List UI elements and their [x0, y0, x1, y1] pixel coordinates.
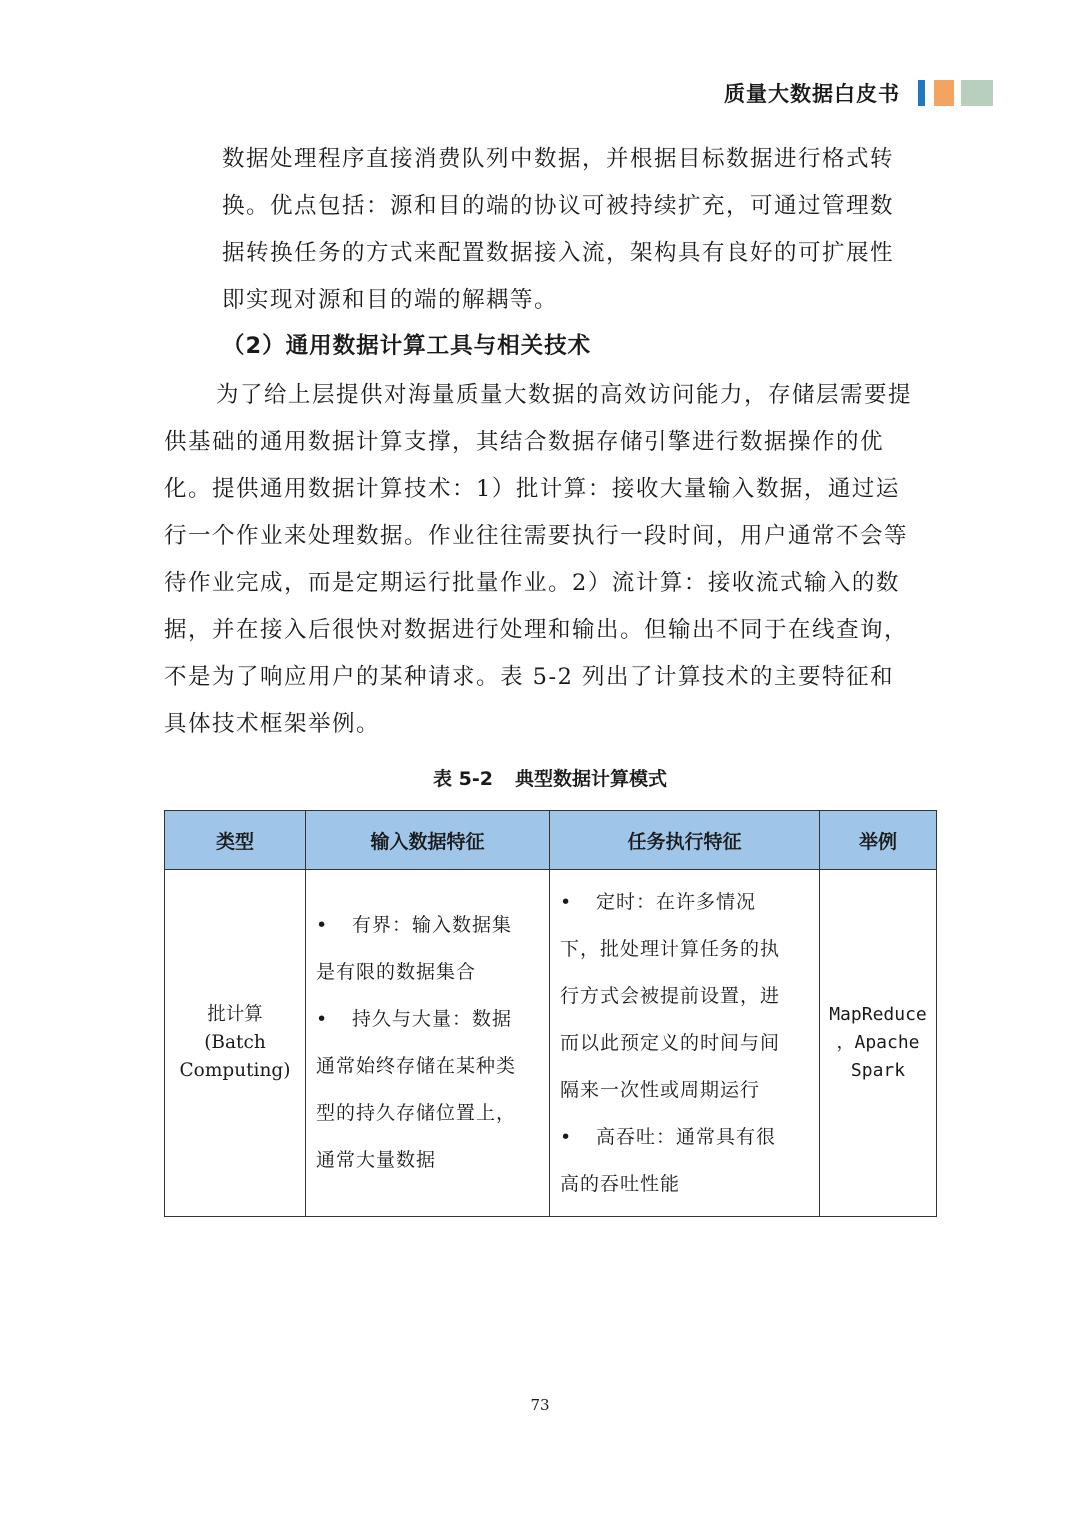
- list-item-text: 有界：输入数据集: [352, 914, 513, 936]
- table-caption-title: 典型数据计算模式: [514, 768, 667, 790]
- table-caption: [164, 764, 936, 791]
- header-mark-orange: [934, 80, 954, 106]
- header-input-features: 输入数据特征: [306, 811, 550, 870]
- list-item-continuation: 隔来一次性或周期运行: [560, 1078, 761, 1101]
- page-number: 73: [530, 1396, 550, 1414]
- example-line: ，Apache: [836, 1032, 920, 1053]
- bullet-icon: •: [560, 890, 573, 913]
- cell-task-features: [550, 870, 820, 1217]
- computing-modes-table: [164, 810, 937, 1217]
- type-line: Computing): [179, 1060, 291, 1081]
- body-paragraph-2: 为了给上层提供对海量质量大数据的高效访问能力，存储层需要提供基础的通用数据计算支撑，其结合数据存储引擎进行数据操作的优化。提供通用数据计算技术：1）批计算：接收大量输入数据，通过运行一个作业来处理数据。作业往往需要执行一段时间，用户通常不会等待作业完成，而是定期运行批量作业。2）流计算：接收流式输入的数据，并在接入后很快对数据进行处理和输出。但输出不同于在线查询，不是为了响应用户的某种请求。表 5-2 列出了计算技术的主要特征和具体技术框架举例。: [164, 382, 913, 737]
- list-item-continuation: 高的吞吐性能: [560, 1172, 681, 1195]
- section-subheading: （2）通用数据计算工具与相关技术: [222, 333, 592, 359]
- table-row: [165, 870, 937, 1217]
- bullet-icon: •: [316, 914, 329, 936]
- list-item-continuation: 而以此预定义的时间与间: [560, 1031, 781, 1054]
- list-item-text: 高吞吐：通常具有很: [596, 1125, 777, 1148]
- header-examples: 举例: [820, 811, 937, 870]
- header-mark-blue: [918, 80, 925, 106]
- running-header-title: 质量大数据白皮书: [724, 82, 900, 106]
- list-item: [560, 1114, 813, 1161]
- header-mark-green: [961, 80, 993, 106]
- type-line: 批计算: [207, 1004, 263, 1025]
- table-header-row: [165, 811, 937, 870]
- example-line: MapReduce: [829, 1004, 927, 1025]
- list-item: [560, 879, 813, 926]
- list-item-continuation: 行方式会被提前设置，进: [560, 984, 781, 1007]
- bullet-icon: •: [316, 1008, 329, 1030]
- bullet-icon: •: [560, 1125, 573, 1148]
- cell-examples: [820, 870, 937, 1217]
- header-task-features: 任务执行特征: [550, 811, 820, 870]
- type-line: (Batch: [204, 1032, 266, 1053]
- table-caption-number: 表 5-2: [433, 768, 493, 790]
- list-item: [316, 902, 543, 949]
- list-item-text: 持久与大量：数据: [352, 1008, 513, 1030]
- cell-type: [165, 870, 306, 1217]
- list-item-text: 定时：在许多情况: [596, 890, 757, 913]
- example-line: Spark: [850, 1060, 906, 1081]
- list-item-continuation: 是有限的数据集合: [316, 961, 477, 983]
- list-item-continuation: 下，批处理计算任务的执: [560, 937, 781, 960]
- list-item-continuation: 通常大量数据: [316, 1149, 437, 1171]
- list-item-continuation: 通常始终存储在某种类: [316, 1055, 517, 1077]
- body-paragraph-1: 数据处理程序直接消费队列中数据，并根据目标数据进行格式转换。优点包括：源和目的端的协议可被持续扩充，可通过管理数据转换任务的方式来配置数据接入流，架构具有良好的可扩展性即实现对源和目的端的解耦等。: [222, 146, 895, 313]
- header-type: 类型: [165, 811, 306, 870]
- list-item-continuation: 型的持久存储位置上，: [316, 1102, 517, 1124]
- list-item: [316, 996, 543, 1043]
- cell-input-features: [306, 870, 550, 1217]
